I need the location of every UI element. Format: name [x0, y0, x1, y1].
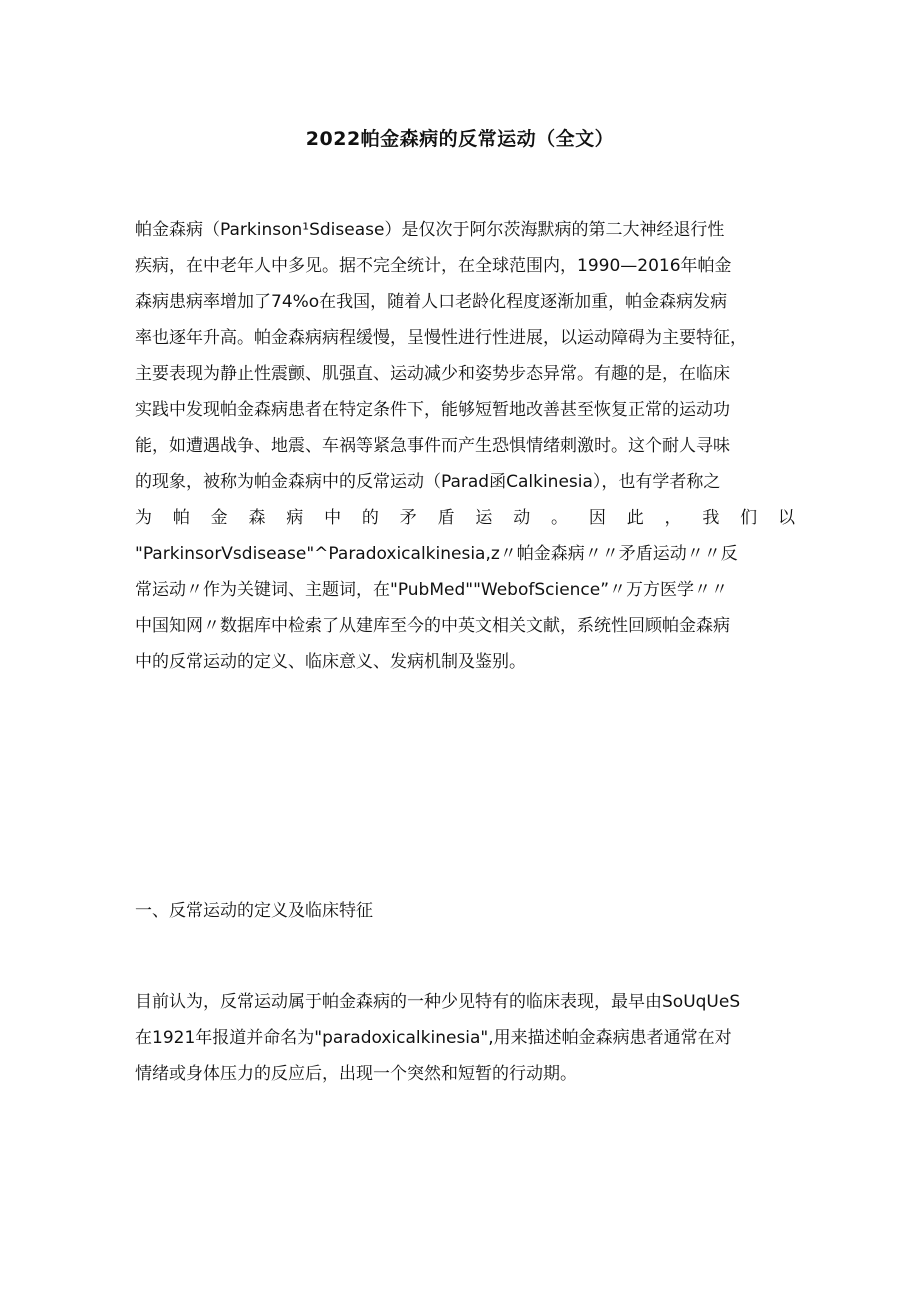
paragraph-line: 主要表现为静止性震颤、肌强直、运动减少和姿势步态异常。有趣的是，在临床 [135, 364, 730, 384]
paragraph-line: 森病患病率增加了74%o在我国，随着人口老龄化程度逐渐加重，帕金森病发病 [135, 292, 728, 312]
paragraph-line: 目前认为，反常运动属于帕金森病的一种少见特有的临床表现，最早由SoUqUeS [135, 992, 741, 1012]
paragraph-line: 的现象，被称为帕金森病中的反常运动（Parad函Calkinesia），也有学者称之 [135, 472, 721, 492]
paragraph-line: 中国知网〃数据库中检索了从建库至今的中英文相关文献，系统性回顾帕金森病 [135, 616, 730, 636]
intro-paragraph [135, 212, 795, 680]
paragraph-line: 帕金森病（Parkinson¹Sdisease）是仅次于阿尔茨海默病的第二大神经退行性 [135, 220, 725, 240]
paragraph-line: 情绪或身体压力的反应后，出现一个突然和短暂的行动期。 [135, 1064, 577, 1084]
paragraph-line: 为 帕 金 森 病 中 的 矛 盾 运 动 。 因 此 ， 我 们 以 [135, 508, 795, 528]
document-title: 2022帕金森病的反常运动（全文） [305, 128, 615, 150]
section-heading: 一、反常运动的定义及临床特征 [135, 901, 373, 921]
paragraph-line: 疾病，在中老年人中多见。据不完全统计，在全球范围内，1990—2016年帕金 [135, 256, 732, 276]
paragraph-line: "ParkinsorVsdisease"^Paradoxicalkinesia,z〃帕金森病〃〃矛盾运动〃〃反 [135, 544, 738, 564]
paragraph-line: 率也逐年升高。帕金森病病程缓慢，呈慢性进行性进展，以运动障碍为主要特征， [135, 328, 747, 348]
paragraph-line: 在1921年报道并命名为"paradoxicalkinesia",用来描述帕金森病患者通常在对 [135, 1028, 732, 1048]
paragraph-line: 能，如遭遇战争、地震、车祸等紧急事件而产生恐惧情绪刺激时。这个耐人寻味 [135, 436, 730, 456]
section-paragraph [135, 984, 795, 1092]
paragraph-line: 常运动〃作为关键词、主题词，在"PubMed""WebofScience”〃万方医学〃〃 [135, 580, 729, 600]
paragraph-line: 中的反常运动的定义、临床意义、发病机制及鉴别。 [135, 652, 526, 672]
paragraph-line: 实践中发现帕金森病患者在特定条件下，能够短暂地改善甚至恢复正常的运动功 [135, 400, 730, 420]
